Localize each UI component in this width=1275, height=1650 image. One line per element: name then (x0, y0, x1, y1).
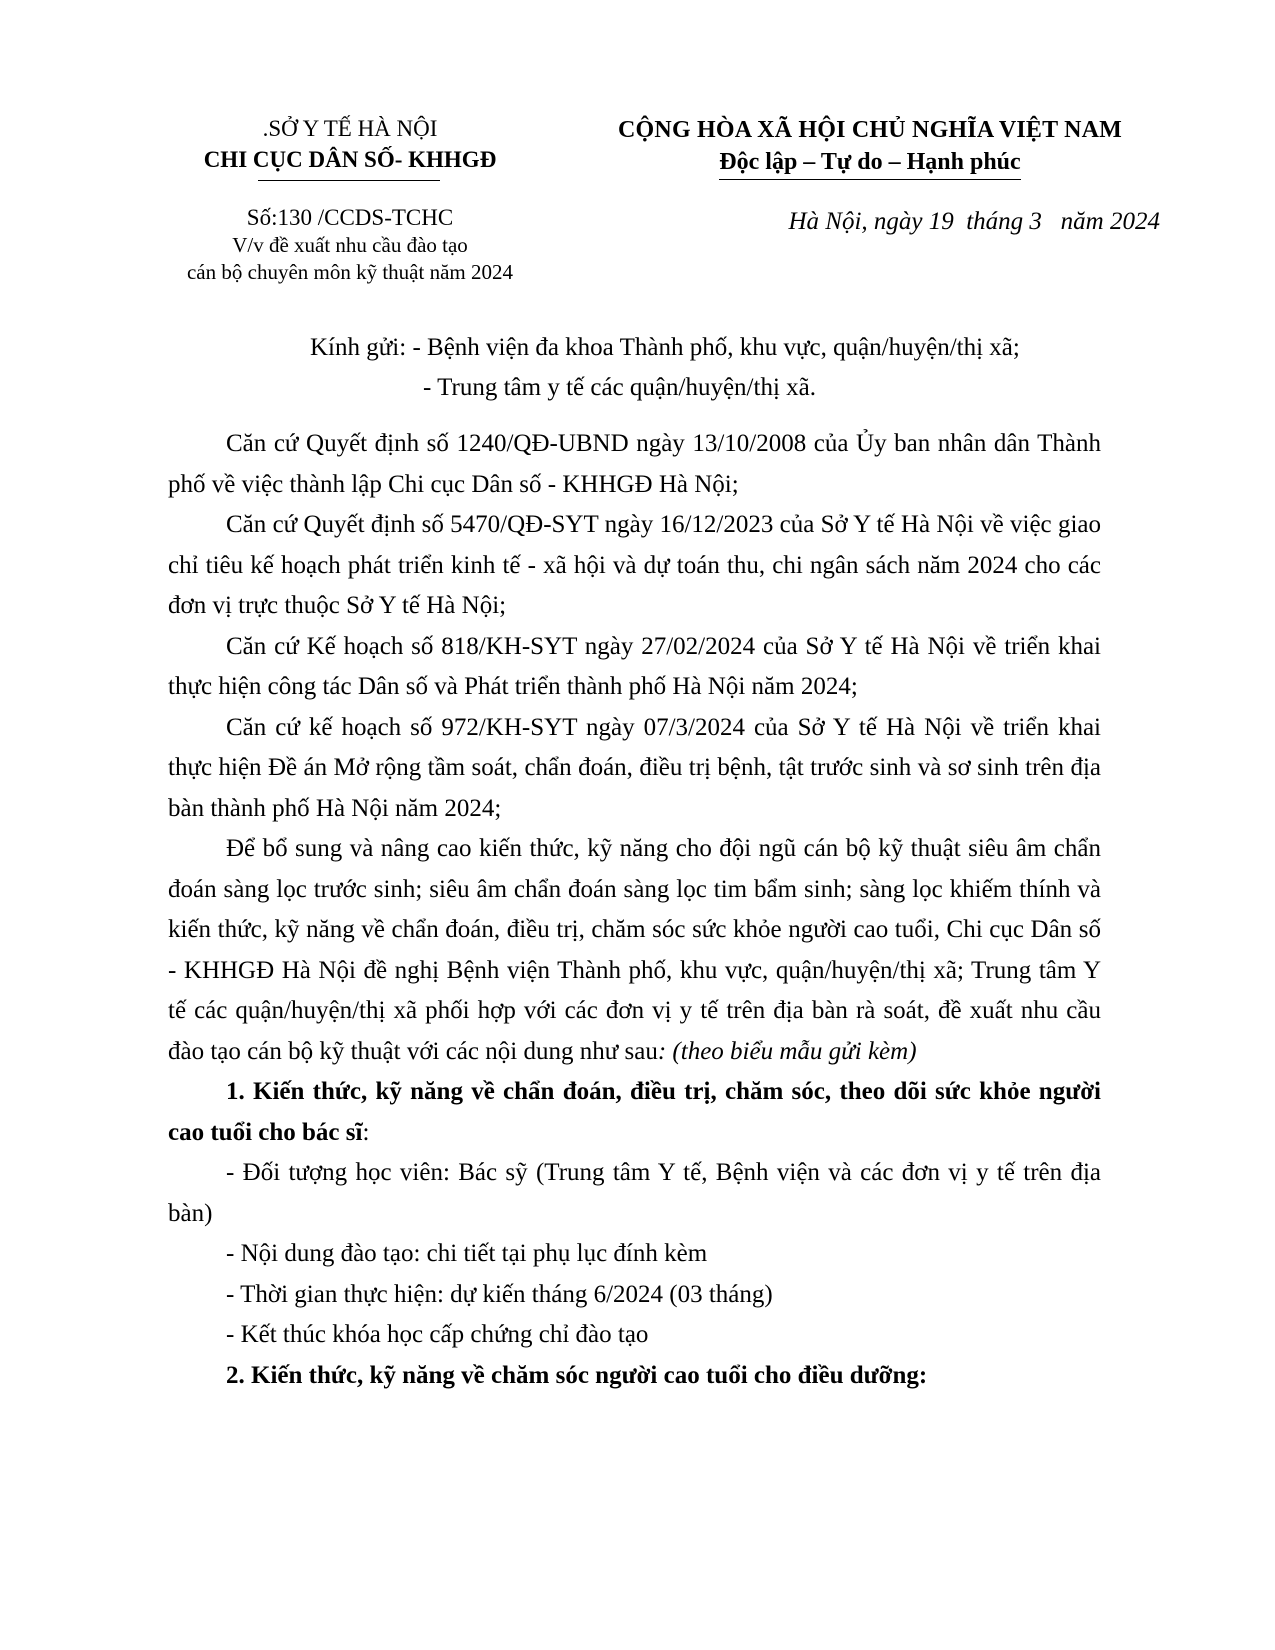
paragraph-legal-basis-3: Căn cứ Kế hoạch số 818/KH-SYT ngày 27/02/2024 của Sở Y tế Hà Nội về triển khai thực hiện công tác Dân số và Phát triển thành phố Hà Nội năm 2024; (168, 632, 1101, 700)
national-header-block (580, 114, 1160, 180)
section-heading-1-colon: : (362, 1118, 370, 1146)
section-1-item: - Đối tượng học viên: Bác sỹ (Trung tâm Y tế, Bệnh viện và các đơn vị y tế trên địa bàn) (168, 1159, 1101, 1227)
agency-name: CHI CỤC DÂN SỐ- KHHGĐ (203, 147, 497, 172)
subject-line-1: V/v đề xuất nhu cầu đào tạo (232, 233, 468, 257)
recipient-line-2: - Trung tâm y tế các quận/huyện/thị xã. (423, 374, 816, 401)
section-1-item: - Nội dung đào tạo: chi tiết tại phụ lục đính kèm (226, 1240, 708, 1267)
issuing-agency-block (140, 114, 560, 286)
agency-underline (258, 180, 440, 181)
recipient-line-1: Kính gửi: - Bệnh viện đa khoa Thành phố, khu vực, quận/huyện/thị xã; (310, 334, 1020, 361)
national-motto: Độc lập – Tự do – Hạnh phúc (719, 146, 1020, 180)
parent-agency: .SỞ Y TẾ HÀ NỘI (262, 116, 438, 141)
subject-line-2: cán bộ chuyên môn kỹ thuật năm 2024 (186, 260, 513, 284)
recipients-block (310, 328, 1130, 408)
document-body (168, 424, 1101, 1396)
paragraph-legal-basis-4: Căn cứ kế hoạch số 972/KH-SYT ngày 07/3/2024 của Sở Y tế Hà Nội về triển khai thực hiện Đề án Mở rộng tầm soát, chẩn đoán, điều trị bệnh, tật trước sinh và sơ sinh trên địa bàn thành phố Hà Nội năm 2024; (168, 713, 1101, 822)
section-1-item: - Kết thúc khóa học cấp chứng chỉ đào tạo (226, 1321, 649, 1348)
request-note: : (theo biểu mẫu gửi kèm) (657, 1037, 917, 1065)
section-1-item: - Thời gian thực hiện: dự kiến tháng 6/2024 (03 tháng) (226, 1280, 773, 1308)
section-heading-1-text: 1. Kiến thức, kỹ năng về chẩn đoán, điều trị, chăm sóc, theo dõi sức khỏe người cao tuổi cho bác sĩ (168, 1078, 1101, 1146)
issue-date: Hà Nội, ngày 19 tháng 3 năm 2024 (788, 208, 1160, 235)
paragraph-request (168, 829, 1101, 1072)
paragraph-legal-basis-2: Căn cứ Quyết định số 5470/QĐ-SYT ngày 16/12/2023 của Sở Y tế Hà Nội về việc giao chỉ tiêu kế hoạch phát triển kinh tế - xã hội và dự toán thu, chi ngân sách năm 2024 cho các đơn vị trực thuộc Sở Y tế Hà Nội; (168, 511, 1101, 619)
section-heading-1 (168, 1072, 1101, 1153)
section-heading-2: 2. Kiến thức, kỹ năng về chăm sóc người cao tuổi cho điều dưỡng: (226, 1361, 928, 1389)
paragraph-legal-basis-1: Căn cứ Quyết định số 1240/QĐ-UBND ngày 13/10/2008 của Ủy ban nhân dân Thành phố về việc thành lập Chi cục Dân số - KHHGĐ Hà Nội; (168, 430, 1101, 498)
national-title: CỘNG HÒA XÃ HỘI CHỦ NGHĨA VIỆT NAM (618, 117, 1122, 143)
request-text: Để bổ sung và nâng cao kiến thức, kỹ năng cho đội ngũ cán bộ kỹ thuật siêu âm chẩn đoán sàng lọc trước sinh; siêu âm chẩn đoán sàng lọc tim bẩm sinh; sàng lọc khiếm thính và kiến thức, kỹ năng về chẩn đoán, điều trị, chăm sóc sức khỏe người cao tuổi, Chi cục Dân số - KHHGĐ Hà Nội đề nghị Bệnh viện Thành phố, khu vực, quận/huyện/thị xã; Trung tâm Y tế các quận/huyện/thị xã phối hợp với các đơn vị y tế trên địa bàn rà soát, đề xuất nhu cầu đào tạo cán bộ kỹ thuật với các nội dung như sau (168, 835, 1101, 1065)
document-number: Số:130 /CCDS-TCHC (246, 205, 454, 230)
